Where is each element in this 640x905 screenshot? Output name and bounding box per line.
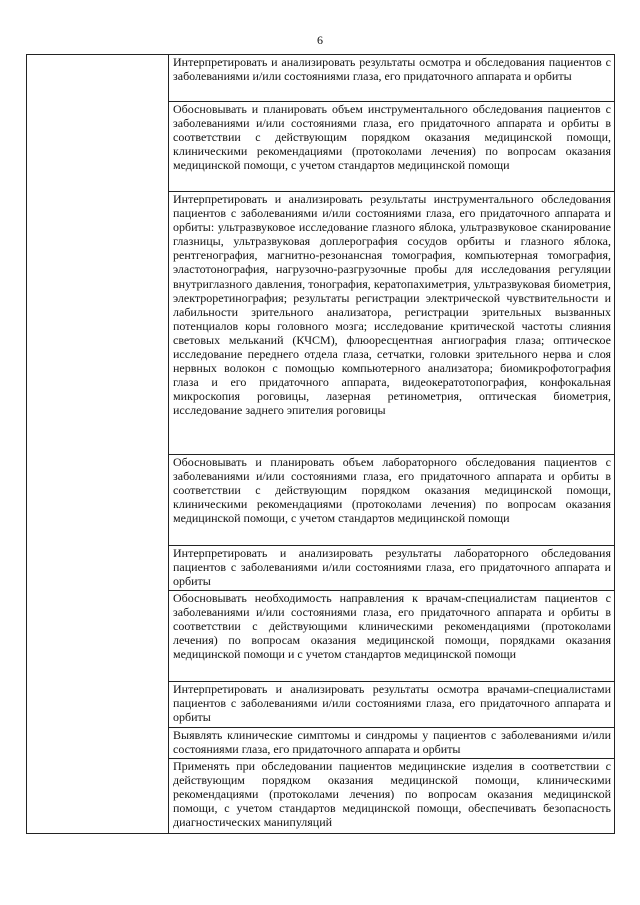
table-cell [169,102,615,192]
table-cell [169,728,615,759]
page-number: 6 [317,33,323,47]
cell-text: Интерпретировать и анализировать результаты осмотра врачами-специалистами пациентов с заболеваниями и/или состояниями глаза, его придаточного аппарата и орбиты [173,682,611,725]
skills-table [26,54,615,834]
table-cell [169,55,615,102]
table-cell [169,759,615,834]
table-cell [169,192,615,455]
cell-text: Интерпретировать и анализировать результаты инструментального обследования пациентов с заболеваниями и/или состояниями глаза, его придаточного аппарата и орбиты: ультразвуковое исследование глазного яблока, ультразвуковое сканирование глазницы, ультразвуковая доплерография сосудов орбиты и глазного яблока, рентгенография, магнитно-резонансная томография, компьютерная томография, эластотонография, нагрузочно-разгрузочные пробы для исследования регуляции внутриглазного давления, тонография, кератопахиметрия, ультразвуковая биометрия, электроретинография; результаты регистрации электрической чувствительности и лабильности зрительного анализатора, регистрации зрительных вызванных потенциалов коры головного мозга; исследование критической частоты слияния световых мельканий (КЧСМ), флюоресцентная ангиография глаза; оптическое исследование переднего отдела глаза, сетчатки, головки зрительного нерва и слоя нервных волокон с помощью компьютерного анализатора; биомикрофотография глаза и его придаточного аппарата, видеокератотопография, конфокальная микроскопия роговицы, лазерная ретинометрия, оптическая биометрия, исследование заднего эпителия роговицы [173,192,611,418]
cell-text: Применять при обследовании пациентов медицинские изделия в соответствии с действующим порядком оказания медицинской помощи, клиническими рекомендациями (протоколами лечения) по вопросам оказания медицинской помощи, с учетом стандартов медицинской помощи, обеспечивать безопасность диагностических манипуляций [173,759,611,830]
cell-text: Интерпретировать и анализировать результаты осмотра и обследования пациентов с заболеваниями и/или состояниями глаза, его придаточного аппарата и орбиты [173,55,611,84]
left-column-cell [27,55,169,834]
table-cell [169,455,615,546]
cell-text: Выявлять клинические симптомы и синдромы у пациентов с заболеваниями и/или состояниями глаза, его придаточного аппарата и орбиты [173,728,611,757]
table-cell [169,591,615,682]
table-cell [169,546,615,591]
table-row [27,55,615,102]
cell-text: Интерпретировать и анализировать результаты лабораторного обследования пациентов с заболеваниями и/или состояниями глаза, его придаточного аппарата и орбиты [173,546,611,589]
table-cell [169,682,615,728]
cell-text: Обосновывать необходимость направления к врачам-специалистам пациентов с заболеваниями и/или состояниями глаза, его придаточного аппарата и орбиты в соответствии с действующими клиническими рекомендациями (протоколами лечения) по вопросам оказания медицинской помощи, порядками оказания медицинской помощи и с учетом стандартов медицинской помощи [173,591,611,662]
cell-text: Обосновывать и планировать объем лабораторного обследования пациентов с заболеваниями и/или состояниями глаза, его придаточного аппарата и орбиты в соответствии с действующим порядком оказания медицинской помощи, клиническими рекомендациями (протоколами лечения) по вопросам оказания медицинской помощи, с учетом стандартов медицинской помощи [173,455,611,526]
cell-text: Обосновывать и планировать объем инструментального обследования пациентов с заболеваниями и/или состояниями глаза, его придаточного аппарата и орбиты в соответствии с действующим порядком оказания медицинской помощи, клиническими рекомендациями (протоколами лечения) по вопросам оказания медицинской помощи, с учетом стандартов медицинской помощи [173,102,611,173]
